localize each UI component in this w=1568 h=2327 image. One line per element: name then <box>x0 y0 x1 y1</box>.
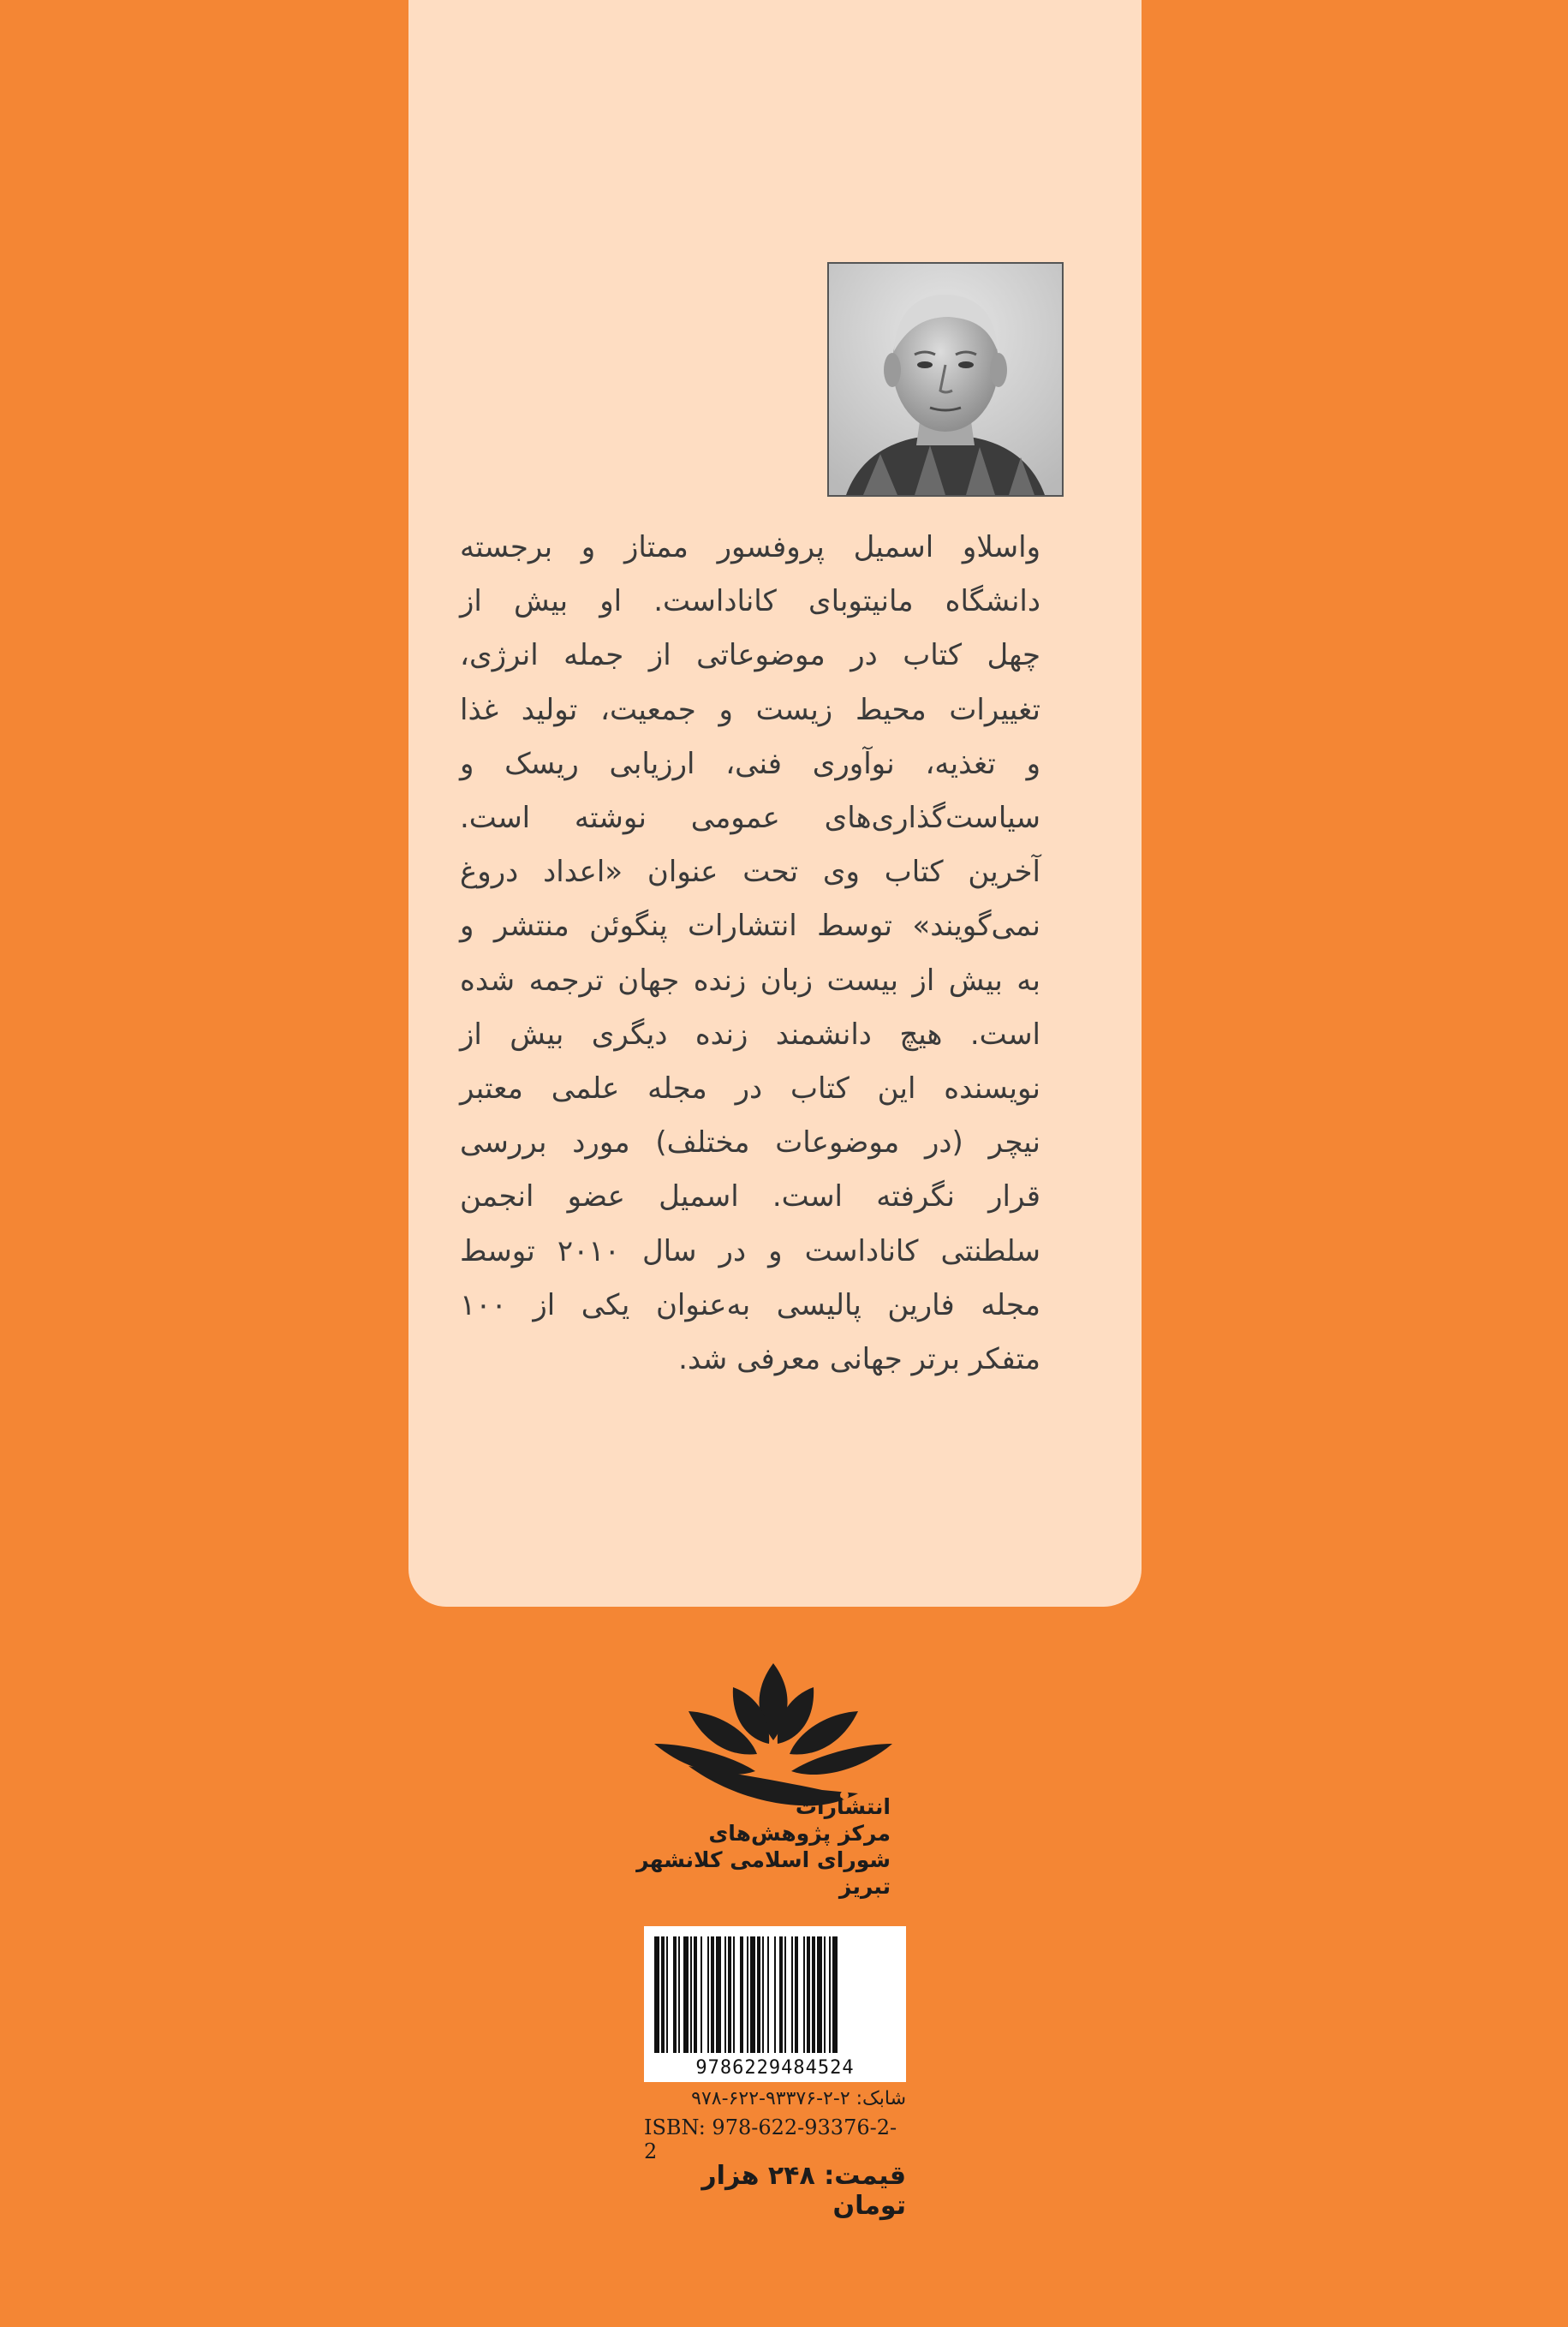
bio-line: مجله فارین پالیسی به‌عنوان یکی از ۱۰۰ <box>460 1287 1040 1322</box>
bio-line: دانشگاه مانیتوبای کاناداست. او بیش از <box>460 584 1040 619</box>
publisher-name <box>630 1793 891 1900</box>
barcode-bars-icon <box>653 1936 897 2053</box>
price: قیمت: ۲۴۸ هزار تومان <box>701 2161 906 2221</box>
bio-line: نیچر (در موضوعات مختلف) مورد بررسی <box>460 1125 1040 1161</box>
bio-line: تغییرات محیط زیست و جمعیت، تولید غذا <box>460 692 1040 727</box>
bio-line: قرار نگرفته است. اسمیل عضو انجمن <box>460 1179 1040 1214</box>
author-bio-text <box>460 521 1040 1387</box>
publisher-line: انتشارات <box>795 1794 891 1819</box>
bio-line: به بیش از بیست زبان زنده جهان ترجمه شده <box>460 963 1040 998</box>
bio-line: متفکر برتر جهانی معرفی شد. <box>678 1342 1040 1377</box>
barcode <box>644 1926 906 2082</box>
publisher-line: شورای اسلامی کلانشهر تبریز <box>636 1847 891 1899</box>
bio-line: آخرین کتاب وی تحت عنوان «اعداد دروغ <box>460 855 1040 890</box>
bio-line: نویسنده این کتاب در مجله علمی معتبر <box>460 1071 1040 1107</box>
bio-line: سلطنتی کاناداست و در سال ۲۰۱۰ توسط <box>460 1233 1040 1268</box>
bio-line: است. هیچ دانشمند زنده دیگری بیش از <box>460 1017 1040 1052</box>
bio-line: سیاست‌گذاری‌های عمومی نوشته است. <box>460 801 1040 836</box>
publisher-logo <box>654 1662 892 1816</box>
isbn-english: ISBN: 978-622-93376-2-2 <box>644 2115 897 2163</box>
barcode-digits: 9786229484524 <box>695 2057 855 2079</box>
bio-line: واسلاو اسمیل پروفسور ممتاز و برجسته <box>460 530 1040 564</box>
publisher-line: مرکز پژوهش‌های <box>708 1821 891 1846</box>
author-portrait <box>827 262 1064 497</box>
lotus-pen-logo-icon <box>654 1662 892 1816</box>
isbn-persian: شابک: ۲-۲-۹۳۳۷۶-۶۲۲-۹۷۸ <box>691 2088 906 2109</box>
author-portrait-icon <box>829 264 1062 495</box>
bio-line: نمی‌گویند» توسط انتشارات پنگوئن منتشر و <box>460 909 1040 944</box>
bio-line: و تغذیه، نوآوری فنی، ارزیابی ریسک و <box>460 746 1040 781</box>
bio-line: چهل کتاب در موضوعاتی از جمله انرژی، <box>460 638 1040 673</box>
